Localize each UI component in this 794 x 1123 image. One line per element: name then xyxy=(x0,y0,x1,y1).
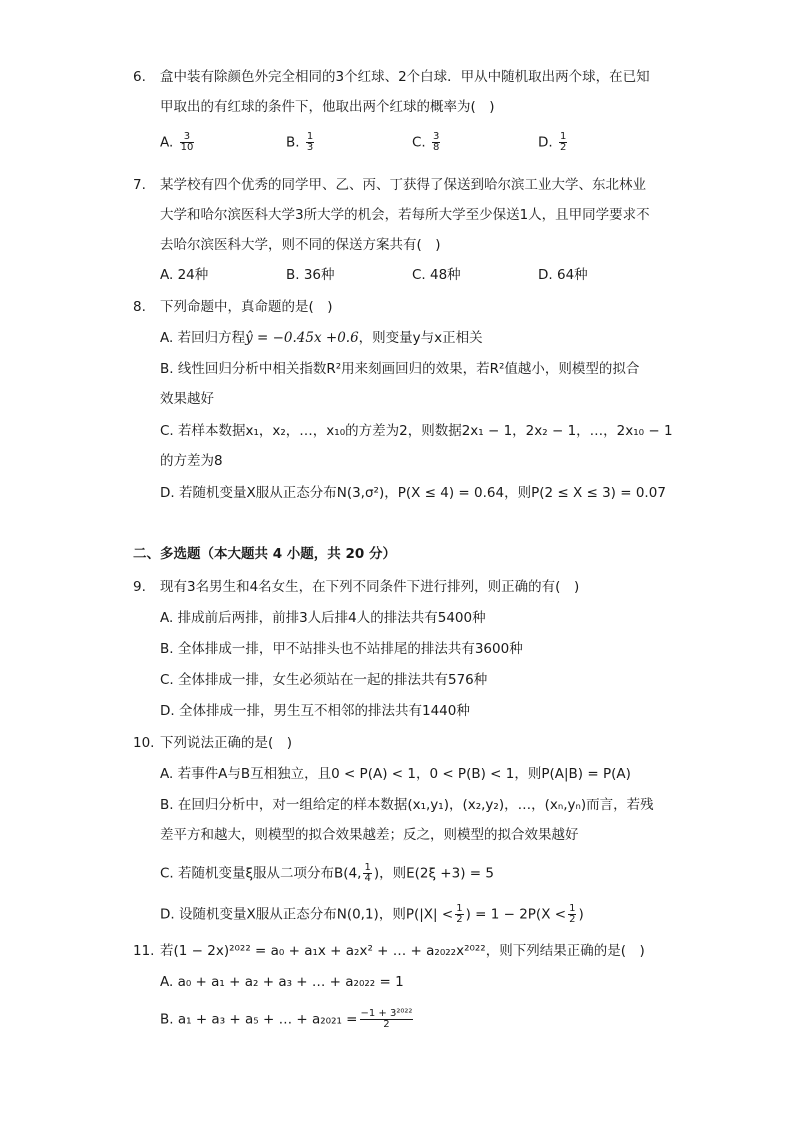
question-10-option-b-line-2: 差平方和越大，则模型的拟合效果越差；反之，则模型的拟合效果越好 xyxy=(160,827,579,843)
fraction-numerator: −1 + 3²⁰²² xyxy=(360,1008,413,1019)
question-9-number: 9. xyxy=(133,579,146,595)
option-label: A. xyxy=(160,134,174,151)
fraction-numerator: 1 xyxy=(456,903,463,914)
question-8-option-c-line-2: 的方差为8 xyxy=(160,453,223,469)
question-7-option-b: B. 36种 xyxy=(286,267,335,283)
fraction-numerator: 1 xyxy=(306,131,314,142)
question-8-stem: 下列命题中，真命题的是( ) xyxy=(160,299,333,315)
option-d-suffix: ) xyxy=(578,906,584,923)
question-8-option-b-line-1: B. 线性回归分析中相关指数R²用来刻画回归的效果，若R²值越小，则模型的拟合 xyxy=(160,361,640,377)
question-8-option-d: D. 若随机变量X服从正态分布N(3,σ²)，P(X ≤ 4) = 0.64，则P(2 ≤ X ≤ 3) = 0.07 xyxy=(160,485,666,501)
fraction-numerator: 1 xyxy=(364,862,371,873)
fraction-denominator: 2 xyxy=(456,914,463,925)
fraction-denominator: 10 xyxy=(180,142,194,153)
fraction-denominator: 2 xyxy=(559,142,567,153)
question-9-option-d: D. 全体排成一排，男生互不相邻的排法共有1440种 xyxy=(160,703,470,719)
question-8-number: 8. xyxy=(133,299,146,315)
question-6-option-b xyxy=(286,132,316,153)
question-11-option-b xyxy=(160,1009,415,1030)
question-8-option-c-line-1: C. 若样本数据x₁，x₂，…，x₁₀的方差为2，则数据2x₁ − 1，2x₂ − 1，…，2x₁₀ − 1 xyxy=(160,423,673,439)
option-d-prefix: D. 设随机变量X服从正态分布N(0,1)，则P(|X| < xyxy=(160,906,454,923)
fraction-denominator: 3 xyxy=(306,142,314,153)
question-6-stem-line-1: 盒中装有除颜色外完全相同的3个红球、2个白球．甲从中随机取出两个球，在已知 xyxy=(160,69,650,85)
fraction-denominator: 2 xyxy=(383,1019,390,1030)
question-7-number: 7. xyxy=(133,177,146,193)
fraction-numerator: 1 xyxy=(569,903,576,914)
option-c-prefix: C. 若随机变量ξ服从二项分布B(4, xyxy=(160,865,362,882)
fraction-denominator: 8 xyxy=(433,142,440,153)
question-10-option-b-line-1: B. 在回归分析中，对一组给定的样本数据(x₁,y₁)，(x₂,y₂)，…，(xₙ,yₙ)而言，若残 xyxy=(160,797,654,813)
question-10-option-c xyxy=(160,863,494,884)
question-10-option-d xyxy=(160,904,584,925)
question-7-stem-line-2: 大学和哈尔滨医科大学3所大学的机会，若每所大学至少保送1人，且甲同学要求不 xyxy=(160,207,650,223)
question-10-number: 10. xyxy=(133,735,155,751)
option-a-suffix: ，则变量y与x正相关 xyxy=(358,330,483,346)
option-label: B. xyxy=(286,134,300,151)
question-7-option-c: C. 48种 xyxy=(412,267,461,283)
question-9-stem: 现有3名男生和4名女生，在下列不同条件下进行排列，则正确的有( ) xyxy=(160,579,580,595)
question-6-stem-line-2: 甲取出的有红球的条件下，他取出两个红球的概率为( ) xyxy=(160,99,495,115)
question-8-option-b-line-2: 效果越好 xyxy=(160,391,214,407)
option-label: D. xyxy=(538,134,553,151)
option-a-prefix: A. 若回归方程 xyxy=(160,330,246,346)
section-2-heading: 二、多选题（本大题共 4 小题，共 20 分） xyxy=(133,546,396,562)
question-8-option-a xyxy=(160,329,483,347)
question-11-stem: 若(1 − 2x)²⁰²² = a₀ + a₁x + a₂x² + … + a₂₀₂₂x²⁰²²，则下列结果正确的是( ) xyxy=(160,943,645,959)
question-6-option-d xyxy=(538,132,569,153)
question-7-option-a: A. 24种 xyxy=(160,267,209,283)
fraction-numerator: 3 xyxy=(433,131,440,142)
option-label: C. xyxy=(412,134,426,151)
option-c-suffix: )，则E(2ξ +3) = 5 xyxy=(373,865,494,882)
question-6-number: 6. xyxy=(133,69,146,85)
question-11-number: 11. xyxy=(133,943,155,959)
question-7-stem-line-3: 去哈尔滨医科大学，则不同的保送方案共有( ) xyxy=(160,237,441,253)
question-9-option-a: A. 排成前后两排，前排3人后排4人的排法共有5400种 xyxy=(160,610,486,626)
question-9-option-b: B. 全体排成一排，甲不站排头也不站排尾的排法共有3600种 xyxy=(160,641,523,657)
option-d-middle: ) = 1 − 2P(X < xyxy=(465,906,567,923)
question-7-stem-line-1: 某学校有四个优秀的同学甲、乙、丙、丁获得了保送到哈尔滨工业大学、东北林业 xyxy=(160,177,646,193)
question-11-option-a: A. a₀ + a₁ + a₂ + a₃ + … + a₂₀₂₂ = 1 xyxy=(160,974,404,990)
fraction-numerator: 3 xyxy=(180,132,195,143)
question-6-option-a xyxy=(160,132,196,153)
question-7-option-d: D. 64种 xyxy=(538,267,588,283)
fraction-numerator: 1 xyxy=(559,131,567,142)
question-10-stem: 下列说法正确的是( ) xyxy=(160,735,293,751)
fraction-denominator: 4 xyxy=(364,873,371,884)
fraction-denominator: 2 xyxy=(569,914,576,925)
regression-equation: ŷ = −0.45x +0.6 xyxy=(245,330,359,346)
question-10-option-a: A. 若事件A与B互相独立，且0 < P(A) < 1，0 < P(B) < 1，则P(A|B) = P(A) xyxy=(160,766,631,782)
question-6-option-c xyxy=(412,132,442,153)
option-b-prefix: B. a₁ + a₃ + a₅ + … + a₂₀₂₁ = xyxy=(160,1011,358,1028)
question-9-option-c: C. 全体排成一排，女生必须站在一起的排法共有576种 xyxy=(160,672,488,688)
